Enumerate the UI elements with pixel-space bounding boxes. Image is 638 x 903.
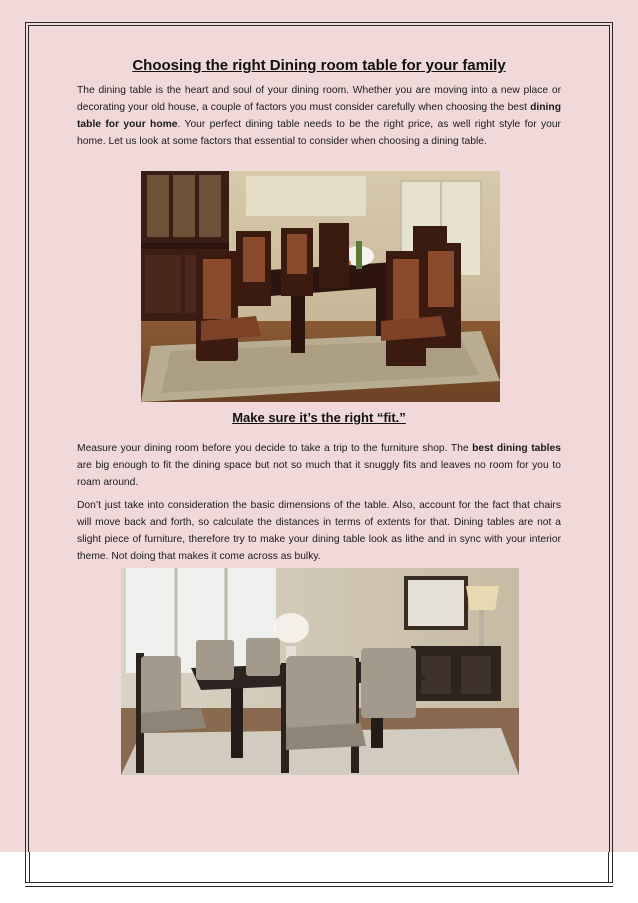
page-title: Choosing the right Dining room table for your family bbox=[132, 57, 506, 74]
keyword-dining-table: dining table for your home bbox=[77, 102, 561, 130]
page-margin bbox=[0, 852, 638, 903]
keyword-best-dining-tables: best dining tables bbox=[472, 443, 561, 454]
page-border-right bbox=[608, 852, 613, 883]
dining-room-photo-traditional bbox=[141, 171, 500, 402]
page-border-left bbox=[25, 852, 30, 883]
page-border-bottom bbox=[25, 882, 613, 887]
section-paragraph-1: Measure your dining room before you decide to take a trip to the furniture shop. The best dining tables are big enough to fit the dining space but not so much that it snuggly fits and leaves no room for you to roam around. bbox=[77, 443, 561, 488]
section-heading: Make sure it’s the right “fit.” bbox=[232, 410, 406, 425]
dining-room-photo-modern bbox=[121, 568, 519, 775]
section-paragraph-2: Don’t just take into consideration the basic dimensions of the table. Also, account for the fact that chairs will move back and forth, so calculate the distances in terms of extents for that. Dining tables are not a slight piece of furniture, therefore try to make your dining table look as lithe and in sync with your interior theme. Not doing that makes it come across as bulky. bbox=[77, 500, 561, 562]
intro-paragraph: The dining table is the heart and soul of your dining room. Whether you are moving into a new place or decorating your old house, a couple of factors you must consider carefully when choosing the best dining table for your home. Your perfect dining table needs to be the right price, as well right style for your home. Let us look at some factors that essential to consider when choosing a dining table. bbox=[77, 85, 561, 147]
